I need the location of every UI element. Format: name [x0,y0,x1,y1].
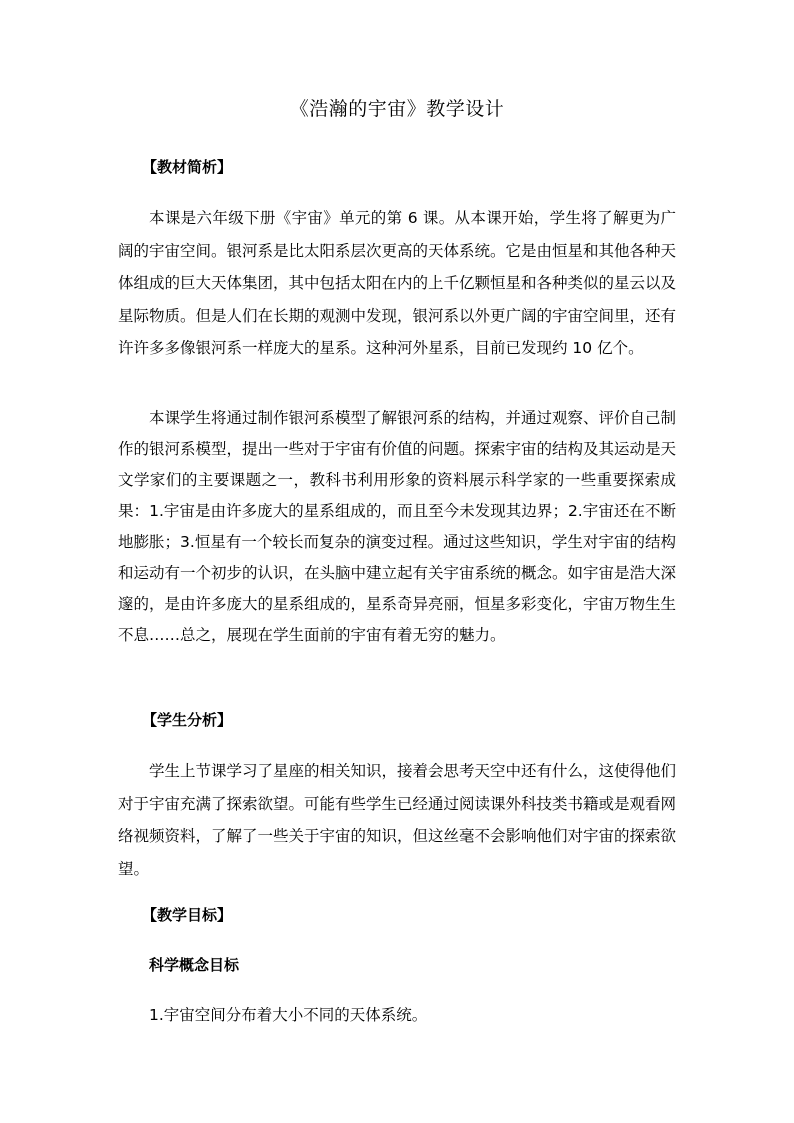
goals-item-1: 1.宇宙空间分布着大小不同的天体系统。 [149,1006,428,1024]
document-title: 《浩瀚的宇宙》教学设计 [289,98,505,120]
students-paragraph: 学生上节课学习了星座的相关知识，接着会思考天空中还有什么，这使得他们对于宇宙充满了探索欲望。可能有些学生已经通过阅读课外科技类书籍或是观看网络视频资料，了解了一些关于宇宙的知识，但这丝毫不会影响他们对宇宙的探索欲望。 [118,762,677,878]
textbook-paragraph-1: 本课是六年级下册《宇宙》单元的第 6 课。从本课开始，学生将了解更为广阔的宇宙空间。银河系是比太阳系层次更高的天体系统。它是由恒星和其他各种天体组成的巨大天体集团，其中包括太阳在内的上千亿颗恒星和各种类似的星云以及星际物质。但是人们在长期的观测中发现，银河系以外更广阔的宇宙空间里，还有许许多多像银河系一样庞大的星系。这种河外星系，目前已发现约 10 亿个。 [118,209,677,357]
section-heading-goals: 【教学目标】 [142,906,233,924]
section-heading-textbook: 【教材简析】 [142,158,233,176]
section-heading-students: 【学生分析】 [142,711,233,729]
goals-subheading: 科学概念目标 [149,956,240,974]
textbook-paragraph-2: 本课学生将通过制作银河系模型了解银河系的结构，并通过观察、评价自己制作的银河系模型，提出一些对于宇宙有价值的问题。探索宇宙的结构及其运动是天文学家们的主要课题之一，教科书利用形象的资料展示科学家的一些重要探索成果：1.宇宙是由许多庞大的星系组成的，而且至今未发现其边界；2.宇宙还在不断地膨胀；3.恒星有一个较长而复杂的演变过程。通过这些知识，学生对宇宙的结构和运动有一个初步的认识，在头脑中建立起有关宇宙系统的概念。如宇宙是浩大深邃的，是由许多庞大的星系组成的，星系奇异亮丽，恒星多彩变化，宇宙万物生生不息……总之，展现在学生面前的宇宙有着无穷的魅力。 [118,409,677,644]
